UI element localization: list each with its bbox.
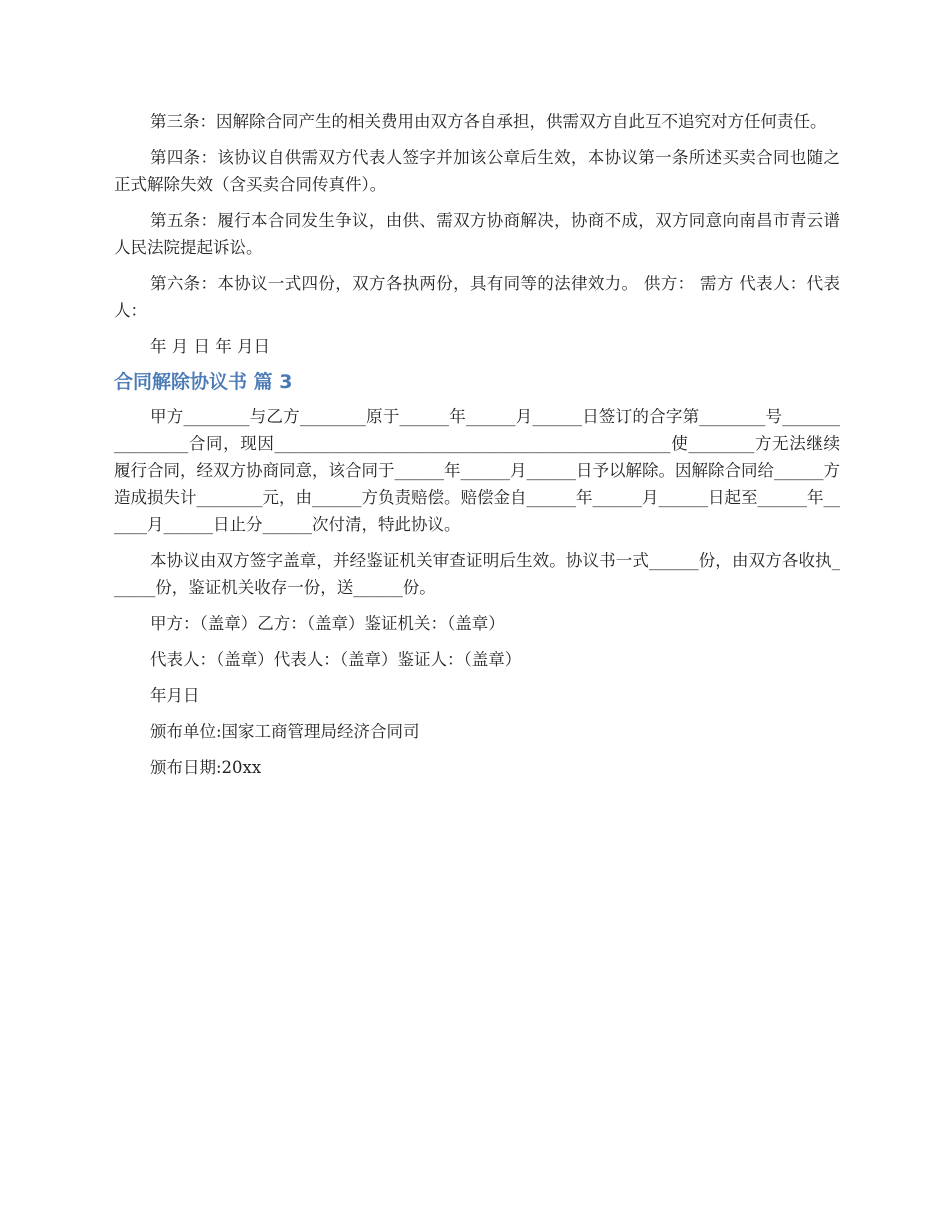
- section-heading: 合同解除协议书 篇 3: [114, 371, 293, 393]
- signature-line-parties: 甲方：（盖章）乙方：（盖章）鉴证机关：（盖章）: [150, 614, 505, 633]
- signature-line-representatives: 代表人：（盖章）代表人：（盖章）鉴证人：（盖章）: [150, 650, 522, 669]
- date-line: 年 月 日 年 月日: [150, 337, 270, 356]
- issuer-line: 颁布单位:国家工商管理局经济合同司: [150, 722, 420, 741]
- agreement-effect-paragraph: 本协议由双方签字盖章，并经鉴证机关审查证明后生效。协议书一式______份，由双方各收执______份，鉴证机关收存一份，送______份。: [114, 551, 840, 597]
- article-6-paragraph: 第六条：本协议一式四份，双方各执两份，具有同等的法律效力。 供方： 需方 代表人：代表人：: [114, 274, 840, 320]
- document-page: [114, 108, 840, 790]
- article-4-paragraph: 第四条：该协议自供需双方代表人签字并加该公章后生效，本协议第一条所述买卖合同也随之正式解除失效（含买卖合同传真件）。: [114, 148, 840, 194]
- article-5-paragraph: 第五条：履行本合同发生争议，由供、需双方协商解决，协商不成，双方同意向南昌市青云谱人民法院提起诉讼。: [114, 211, 840, 257]
- agreement-body-paragraph: 甲方________与乙方________原于______年______月______日签订的合字第________号________________合同，现因________________________________________________使________方无法继续履行合同，经双方协商同意，该合同于______年______月______日予以解除。因解除合同给______方造成损失计________元，由______方负责赔偿。赔偿金自______年______月______日起至______年______月______日止分______次付清，特此协议。: [114, 407, 840, 534]
- issue-date-line: 颁布日期:20xx: [150, 758, 262, 777]
- signature-date-line: 年月日: [150, 686, 200, 705]
- article-3-paragraph: 第三条：因解除合同产生的相关费用由双方各自承担，供需双方自此互不追究对方任何责任。: [150, 112, 827, 131]
